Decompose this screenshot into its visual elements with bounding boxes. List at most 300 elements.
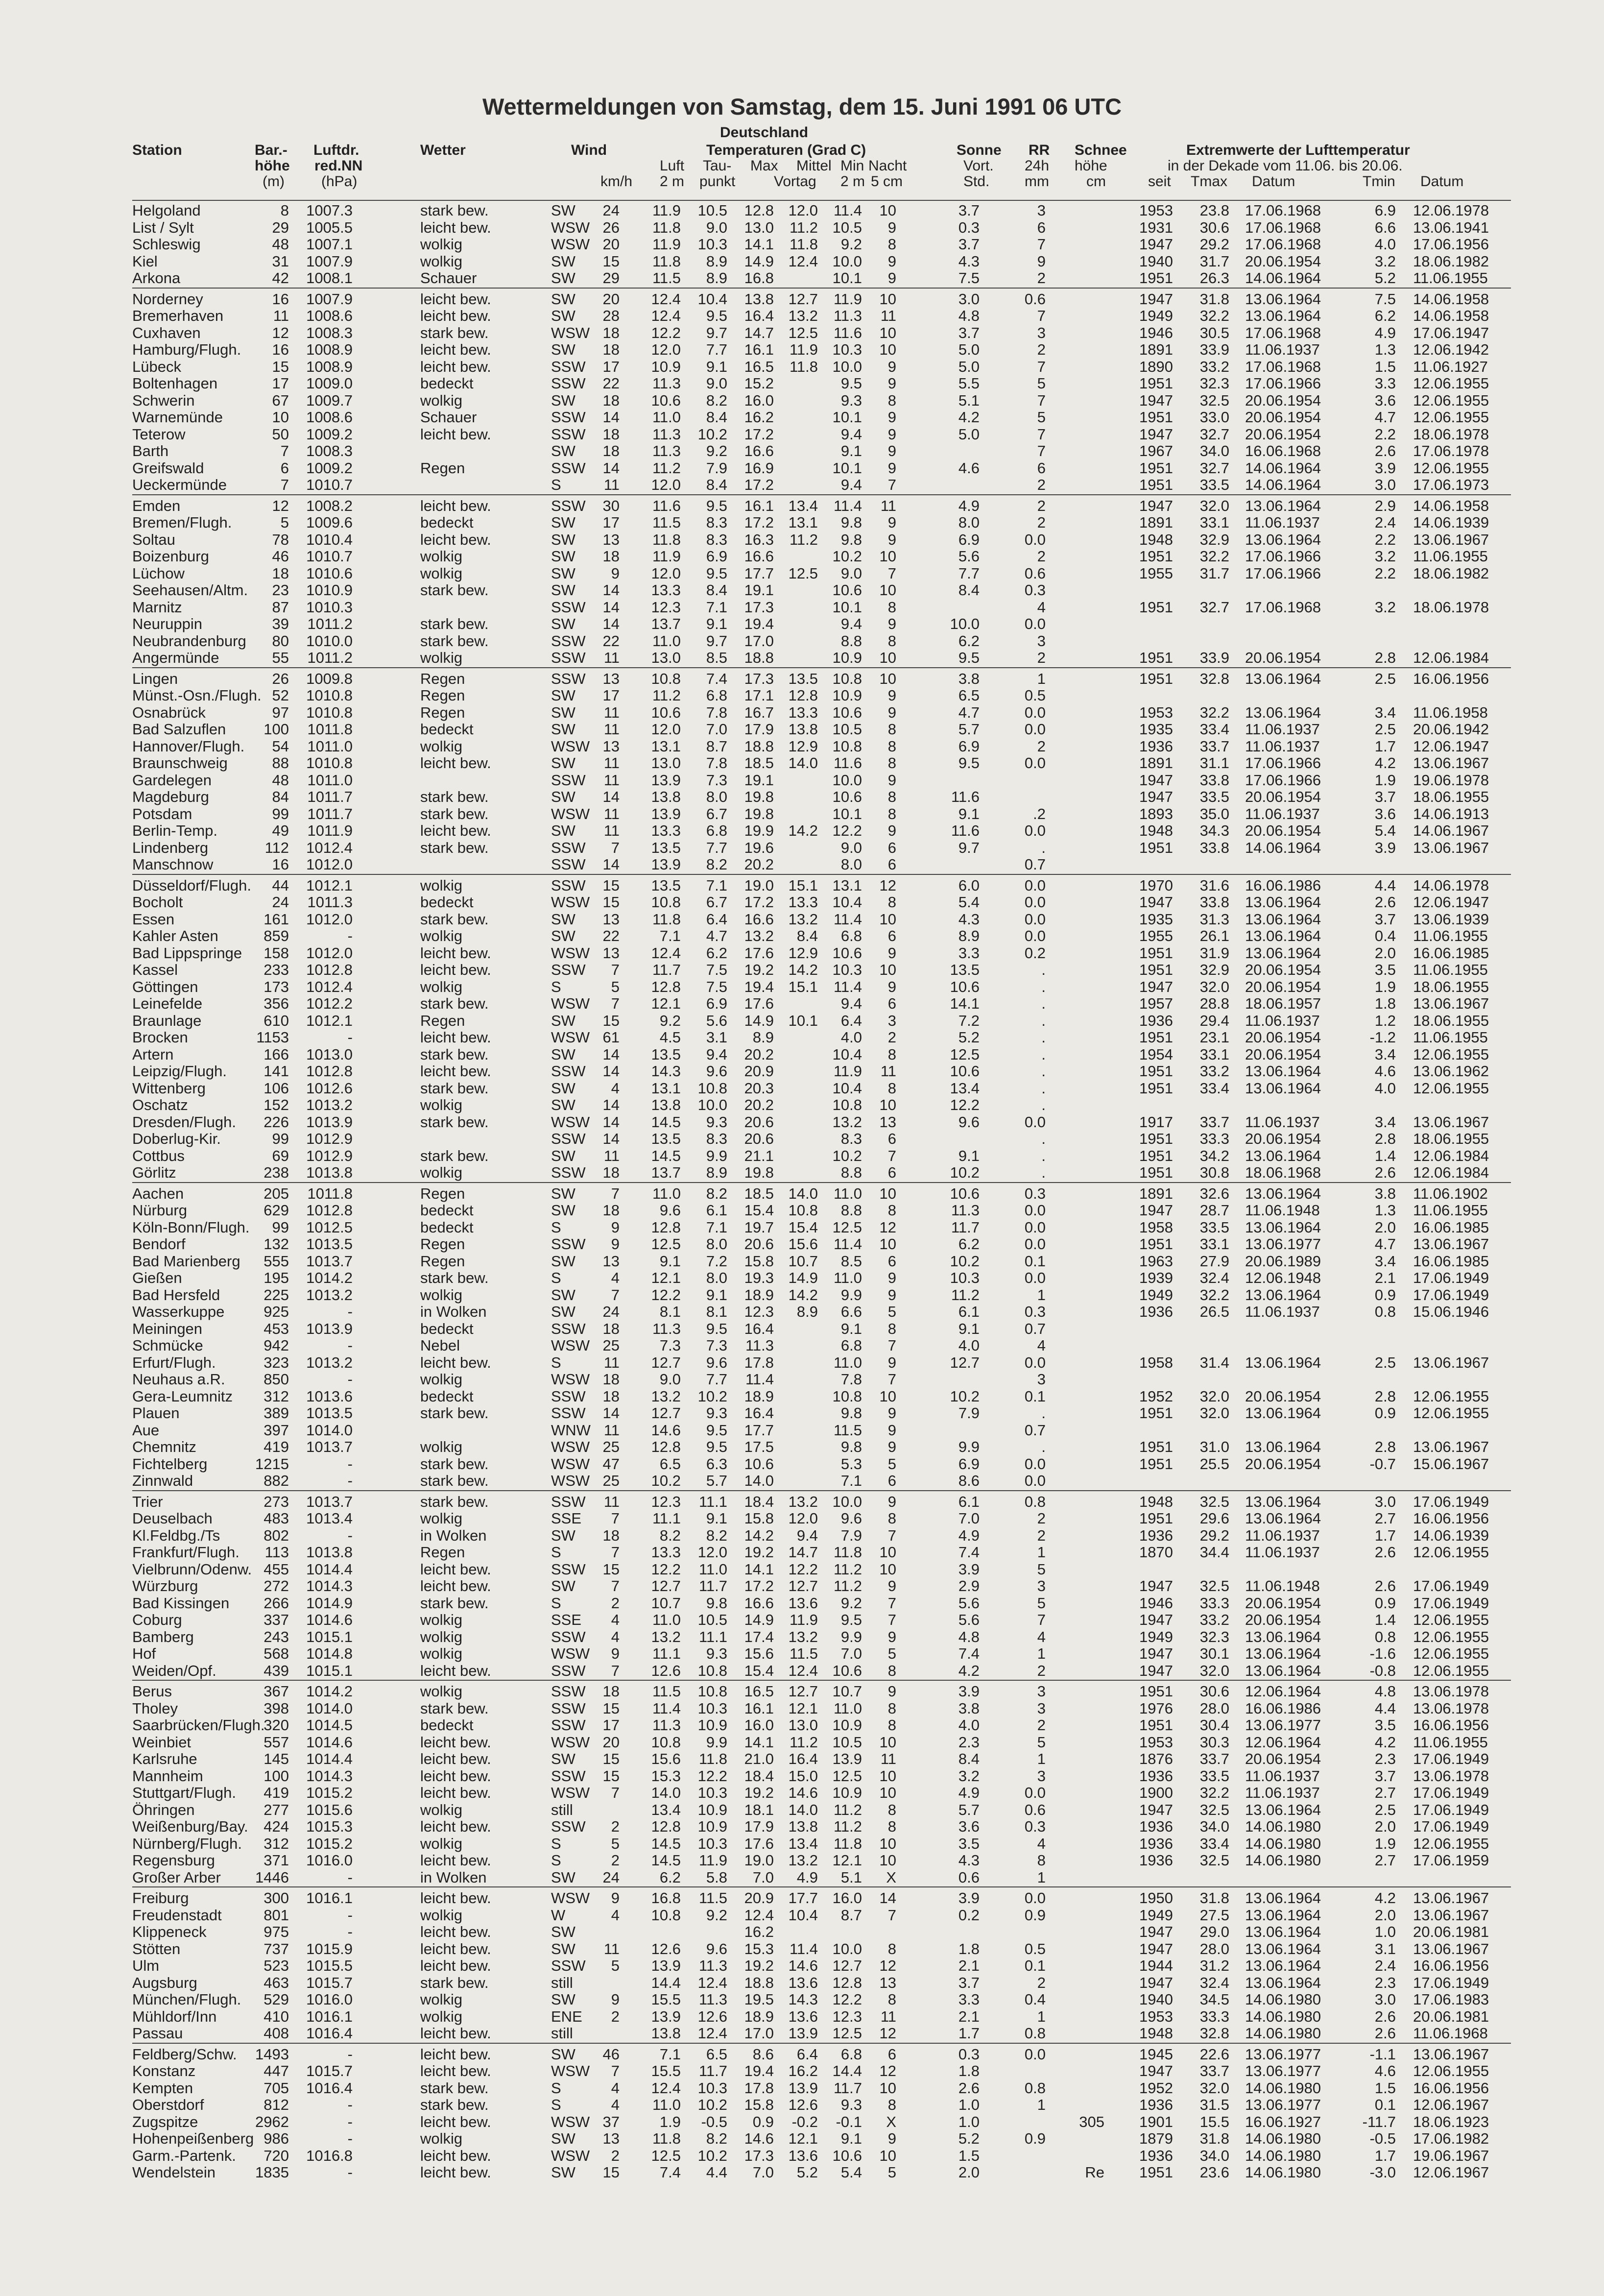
cell-max-vortag: 19.1 — [744, 771, 774, 789]
cell-tmax: 22.6 — [1199, 2045, 1229, 2063]
cell-max-vortag: 16.6 — [744, 442, 774, 459]
cell-rr-mm: 1 — [1037, 1544, 1046, 1561]
cell-luft-2m: 10.2 — [651, 1472, 681, 1489]
cell-luftdruck: 1013.7 — [306, 1438, 353, 1455]
cell-nacht-5cm: 6 — [887, 2045, 896, 2063]
cell-seit: 1891 — [1139, 514, 1173, 531]
cell-station: Chemnitz — [132, 1438, 196, 1455]
cell-seit: 1947 — [1139, 1645, 1173, 1662]
cell-luft-2m: 13.2 — [651, 1628, 681, 1645]
cell-min-2m: 14.4 — [832, 2062, 862, 2079]
cell-tmax: 26.5 — [1199, 1303, 1229, 1320]
cell-luft-2m: 11.5 — [652, 514, 681, 531]
cell-tmin-datum: 17.06.1983 — [1413, 1991, 1489, 2008]
cell-taupunkt: 7.7 — [706, 341, 727, 358]
cell-tmin: 3.6 — [1374, 391, 1396, 409]
cell-tmax-datum: 16.06.1968 — [1245, 442, 1321, 459]
cell-tmin-datum: 16.06.1985 — [1413, 1218, 1489, 1236]
cell-tmax: 32.5 — [1199, 1577, 1229, 1595]
cell-tmin-datum: 12.06.1955 — [1413, 1544, 1489, 1561]
cell-wind-kmh: 4 — [611, 2096, 620, 2113]
cell-tmax-datum: 17.06.1968 — [1245, 324, 1321, 341]
cell-seit: 1931 — [1139, 218, 1173, 236]
cell-rr-mm: 0.0 — [1024, 822, 1046, 839]
cell-mittel-vortag: 13.2 — [788, 1493, 818, 1510]
cell-tmin-datum: 16.06.1956 — [1413, 2079, 1489, 2097]
cell-luftdruck: 1009.0 — [306, 375, 353, 392]
cell-tmin-datum: 18.06.1982 — [1413, 564, 1489, 582]
cell-luft-2m: 15.5 — [651, 2062, 681, 2079]
cell-tmin: 3.7 — [1374, 788, 1396, 805]
cell-wind-richtung: SW — [551, 1184, 575, 1202]
cell-bar-hoehe: 49 — [272, 822, 289, 839]
cell-max-vortag: 14.9 — [744, 1012, 774, 1029]
cell-tmin: 1.5 — [1374, 358, 1396, 375]
cell-mittel-vortag: 9.4 — [796, 1526, 818, 1544]
cell-bar-hoehe: 141 — [263, 1063, 289, 1080]
cell-max-vortag: 19.6 — [744, 839, 774, 856]
cell-wind-richtung: SSW — [551, 497, 586, 514]
table-row — [132, 1473, 1511, 1490]
cell-bar-hoehe: 16 — [272, 341, 289, 358]
cell-nacht-5cm: 6 — [887, 1472, 896, 1489]
cell-bar-hoehe: 8 — [280, 202, 289, 219]
cell-rr-mm: 0.0 — [1024, 1202, 1046, 1219]
col-station: Station — [132, 142, 182, 158]
cell-rr-mm: 1 — [1037, 2007, 1046, 2025]
cell-min-2m: 11.6 — [833, 754, 862, 772]
cell-tmin: 2.0 — [1374, 1818, 1396, 1835]
cell-station: Wasserkuppe — [132, 1303, 225, 1320]
cell-luft-2m: 13.1 — [651, 737, 681, 755]
cell-wind-kmh: 18 — [602, 1387, 620, 1405]
cell-wetter: leicht bew. — [420, 1923, 491, 1940]
cell-luft-2m: 13.9 — [651, 771, 681, 789]
cell-luftdruck: 1012.2 — [306, 995, 353, 1012]
cell-luftdruck: 1014.6 — [306, 1733, 353, 1751]
cell-tmax-datum: 11.06.1937 — [1245, 1526, 1320, 1544]
cell-nacht-5cm: 9 — [887, 409, 896, 426]
cell-wind-kmh: 25 — [602, 1472, 620, 1489]
cell-tmin-datum: 16.06.1985 — [1413, 1252, 1489, 1270]
cell-sonne-std: 3.2 — [958, 1767, 980, 1785]
cell-luft-2m: 10.8 — [651, 1906, 681, 1924]
cell-luftdruck: 1016.1 — [306, 1889, 353, 1907]
cell-tmin-datum: 20.06.1981 — [1413, 1923, 1489, 1940]
cell-seit: 1947 — [1139, 425, 1173, 443]
cell-taupunkt: 10.3 — [697, 2079, 727, 2097]
cell-luftdruck: 1014.3 — [306, 1577, 353, 1595]
cell-max-vortag: 8.6 — [752, 2045, 774, 2063]
cell-rr-mm: 0.4 — [1024, 1991, 1046, 2008]
cell-wetter: stark bew. — [420, 1699, 489, 1717]
table-row — [132, 1768, 1511, 1785]
cell-tmax-datum: 20.06.1954 — [1245, 1029, 1321, 1046]
cell-bar-hoehe: 1215 — [255, 1455, 289, 1473]
cell-bar-hoehe: 99 — [272, 1130, 289, 1147]
cell-wind-richtung: WSW — [551, 2062, 590, 2079]
cell-sonne-std: 3.5 — [958, 1835, 980, 1852]
cell-tmax-datum: 20.06.1954 — [1245, 409, 1321, 426]
cell-sonne-std: 3.7 — [958, 236, 980, 253]
table-row — [132, 738, 1511, 755]
cell-wind-kmh: 18 — [602, 1526, 620, 1544]
cell-seit: 1936 — [1139, 2096, 1173, 2113]
cell-nacht-5cm: 12 — [879, 2062, 896, 2079]
table-row — [132, 1164, 1511, 1182]
cell-tmax: 33.9 — [1199, 649, 1229, 666]
cell-wind-kmh: 17 — [602, 687, 620, 704]
cell-wind-kmh: 17 — [602, 1716, 620, 1734]
cell-tmax-datum: 13.06.1964 — [1245, 1923, 1321, 1940]
cell-luft-2m: 10.8 — [651, 670, 681, 687]
cell-sonne-std: 0.6 — [958, 1868, 980, 1886]
cell-tmin-datum: 14.06.1958 — [1413, 290, 1489, 308]
cell-nacht-5cm: 9 — [887, 822, 896, 839]
cell-tmin: 3.3 — [1374, 375, 1396, 392]
cell-wind-kmh: 11 — [603, 1421, 620, 1439]
header-rule — [132, 200, 1511, 201]
cell-taupunkt: 9.8 — [706, 1594, 727, 1612]
cell-luft-2m: 11.6 — [652, 497, 681, 514]
cell-tmax: 30.5 — [1199, 324, 1229, 341]
cell-wetter: leicht bew. — [420, 961, 491, 978]
cell-station: Neuruppin — [132, 615, 203, 632]
cell-bar-hoehe: 100 — [263, 1767, 289, 1785]
cell-luftdruck: 1015.7 — [306, 2062, 353, 2079]
cell-bar-hoehe: 320 — [263, 1716, 289, 1734]
cell-tmin: 2.3 — [1374, 1750, 1396, 1767]
table-row — [132, 341, 1511, 359]
table-row — [132, 877, 1511, 894]
cell-taupunkt: 10.2 — [697, 425, 727, 443]
cell-nacht-5cm: 7 — [887, 1147, 896, 1164]
cell-min-2m: 7.1 — [840, 1472, 862, 1489]
cell-seit: 1954 — [1139, 1045, 1173, 1063]
cell-wind-kmh: 2 — [611, 1594, 620, 1612]
cell-wetter: leicht bew. — [420, 307, 491, 324]
cell-rr-mm: 0.3 — [1024, 1303, 1046, 1320]
cell-luft-2m: 14.0 — [651, 1784, 681, 1801]
cell-tmin: 3.2 — [1374, 252, 1396, 270]
cell-tmin: 0.9 — [1374, 1404, 1396, 1422]
cell-tmax: 30.4 — [1199, 1716, 1229, 1734]
cell-taupunkt: 7.5 — [706, 978, 727, 995]
cell-wind-kmh: 11 — [603, 1147, 620, 1164]
cell-tmax-datum: 18.06.1968 — [1245, 1164, 1321, 1181]
cell-max-vortag: 19.2 — [744, 961, 774, 978]
cell-max-vortag: 17.7 — [744, 1421, 774, 1439]
cell-nacht-5cm: 14 — [879, 1889, 896, 1907]
cell-nacht-5cm: 6 — [887, 1252, 896, 1270]
cell-nacht-5cm: 8 — [887, 1202, 896, 1219]
cell-sonne-std: 6.5 — [958, 687, 980, 704]
cell-tmin-datum: 17.06.1956 — [1413, 236, 1489, 253]
cell-seit: 1951 — [1139, 1438, 1173, 1455]
cell-wind-kmh: 61 — [602, 1029, 620, 1046]
cell-wind-richtung: SW — [551, 1286, 575, 1304]
cell-tmin: 3.7 — [1374, 1767, 1396, 1785]
cell-seit: 1891 — [1139, 341, 1173, 358]
cell-taupunkt: 7.2 — [706, 1252, 727, 1270]
cell-seit: 1901 — [1139, 2113, 1173, 2130]
cell-luftdruck: 1012.4 — [306, 978, 353, 995]
cell-bar-hoehe: 447 — [263, 2062, 289, 2079]
cell-taupunkt: 11.7 — [698, 2062, 727, 2079]
cell-rr-mm: . — [1041, 961, 1046, 978]
table-row — [132, 2025, 1511, 2042]
cell-tmin-datum: 15.06.1946 — [1413, 1303, 1489, 1320]
cell-sonne-std: 3.9 — [958, 1560, 980, 1578]
cell-rr-mm: 0.6 — [1024, 290, 1046, 308]
cell-seit: 1947 — [1139, 894, 1173, 911]
cell-luftdruck: 1013.0 — [306, 1045, 353, 1063]
cell-nacht-5cm: 10 — [879, 961, 896, 978]
cell-luftdruck: 1011.2 — [307, 649, 353, 666]
cell-min-2m: 9.0 — [840, 564, 862, 582]
cell-luft-2m: 11.8 — [652, 531, 681, 548]
cell-wetter: wolkig — [420, 2007, 463, 2025]
cell-station: Mannheim — [132, 1767, 203, 1785]
cell-taupunkt: 8.2 — [706, 856, 727, 873]
col-mittel: Mittel — [796, 158, 832, 174]
cell-taupunkt: 8.3 — [706, 514, 727, 531]
cell-rr-mm: 7 — [1037, 358, 1046, 375]
cell-rr-mm: 0.3 — [1024, 1818, 1046, 1835]
cell-mittel-vortag: 14.2 — [788, 1286, 818, 1304]
cell-wind-kmh: 18 — [602, 324, 620, 341]
cell-wind-kmh: 18 — [602, 548, 620, 565]
cell-luftdruck: - — [347, 1868, 353, 1886]
cell-tmax: 33.3 — [1199, 1594, 1229, 1612]
cell-station: Essen — [132, 910, 175, 928]
cell-tmax-datum: 11.06.1937 — [1245, 341, 1320, 358]
cell-wind-kmh: 11 — [603, 754, 620, 772]
cell-max-vortag: 14.1 — [744, 1560, 774, 1578]
cell-tmin: 0.9 — [1374, 1286, 1396, 1304]
cell-wind-kmh: 25 — [602, 1438, 620, 1455]
cell-bar-hoehe: 132 — [263, 1235, 289, 1253]
cell-station: Kl.Feldbg./Ts — [132, 1526, 220, 1544]
cell-station: Weißenburg/Bay. — [132, 1818, 248, 1835]
cell-tmax-datum: 20.06.1954 — [1245, 1045, 1321, 1063]
cell-luftdruck: 1013.9 — [306, 1113, 353, 1131]
cell-sonne-std: 5.5 — [958, 375, 980, 392]
cell-sonne-std: 4.0 — [958, 1716, 980, 1734]
cell-tmax-datum: 17.06.1968 — [1245, 202, 1321, 219]
cell-max-vortag: 16.5 — [744, 358, 774, 375]
cell-max-vortag: 16.1 — [744, 1699, 774, 1717]
cell-max-vortag: 17.3 — [744, 670, 774, 687]
cell-bar-hoehe: 337 — [263, 1611, 289, 1628]
cell-luftdruck: 1014.8 — [306, 1645, 353, 1662]
cell-luftdruck: 1015.2 — [306, 1784, 353, 1801]
cell-tmin-datum: 12.06.1955 — [1413, 1045, 1489, 1063]
cell-max-vortag: 14.1 — [744, 236, 774, 253]
cell-luftdruck: 1010.8 — [306, 703, 353, 721]
cell-wetter: wolkig — [420, 649, 463, 666]
cell-tmax-datum: 13.06.1964 — [1245, 1957, 1321, 1974]
cell-tmax-datum: 11.06.1937 — [1245, 1303, 1320, 1320]
cell-nacht-5cm: 10 — [879, 581, 896, 599]
cell-nacht-5cm: 8 — [887, 788, 896, 805]
cell-luft-2m: 13.1 — [651, 1079, 681, 1097]
cell-wind-kmh: 13 — [602, 2130, 620, 2147]
cell-rr-mm: . — [1041, 995, 1046, 1012]
cell-wind-richtung: WNW — [551, 1421, 591, 1439]
cell-luftdruck: 1007.1 — [306, 236, 353, 253]
col-sonne-vort: Vort. — [963, 158, 994, 174]
cell-bar-hoehe: 69 — [272, 1147, 289, 1164]
cell-max-vortag: 15.8 — [744, 1510, 774, 1527]
table-row — [132, 1131, 1511, 1148]
cell-rr-mm: 0.0 — [1024, 1269, 1046, 1286]
cell-tmax: 32.0 — [1199, 1662, 1229, 1679]
cell-luftdruck: 1008.2 — [306, 497, 353, 514]
cell-wind-kmh: 17 — [602, 514, 620, 531]
cell-station: Großer Arber — [132, 1868, 221, 1886]
cell-wetter: bedeckt — [420, 894, 474, 911]
table-row — [132, 1836, 1511, 1853]
cell-tmax-datum: 12.06.1948 — [1245, 1269, 1321, 1286]
cell-rr-mm: 0.9 — [1024, 1906, 1046, 1924]
cell-bar-hoehe: 243 — [263, 1628, 289, 1645]
cell-tmin: 3.4 — [1374, 1113, 1396, 1131]
cell-wind-kmh: 4 — [611, 1906, 620, 1924]
cell-station: Augsburg — [132, 1974, 197, 1991]
cell-taupunkt: 9.7 — [706, 632, 727, 650]
cell-seit: 1951 — [1139, 548, 1173, 565]
cell-sonne-std: 9.1 — [958, 1147, 980, 1164]
cell-sonne-std: 5.0 — [958, 358, 980, 375]
cell-taupunkt: 9.3 — [706, 1113, 727, 1131]
cell-wind-kmh: 14 — [602, 1130, 620, 1147]
cell-min-2m: 10.0 — [832, 1940, 862, 1958]
cell-luft-2m: 4.5 — [659, 1029, 681, 1046]
cell-taupunkt: 9.6 — [706, 1063, 727, 1080]
cell-wind-kmh: 20 — [602, 290, 620, 308]
cell-seit: 1947 — [1139, 978, 1173, 995]
cell-tmax: 23.8 — [1199, 202, 1229, 219]
cell-wind-richtung: WSW — [551, 1113, 590, 1131]
cell-wetter: leicht bew. — [420, 2147, 491, 2164]
cell-tmax: 33.2 — [1199, 358, 1229, 375]
cell-tmin: 4.6 — [1374, 2062, 1396, 2079]
cell-station: Zinnwald — [132, 1472, 193, 1489]
cell-rr-mm: 4 — [1037, 1337, 1046, 1354]
cell-tmin: 1.4 — [1374, 1147, 1396, 1164]
cell-wind-richtung: SSW — [551, 876, 586, 894]
cell-sonne-std: 6.9 — [958, 737, 980, 755]
cell-tmax-datum: 20.06.1954 — [1245, 1594, 1321, 1612]
cell-wetter: Regen — [420, 670, 465, 687]
cell-max-vortag: 17.9 — [744, 1818, 774, 1835]
cell-wind-kmh: 7 — [611, 1184, 620, 1202]
cell-tmin: 6.2 — [1374, 307, 1396, 324]
cell-nacht-5cm: 7 — [887, 564, 896, 582]
cell-nacht-5cm: 9 — [887, 358, 896, 375]
cell-mittel-vortag: 14.9 — [788, 1269, 818, 1286]
cell-taupunkt: 9.0 — [706, 218, 727, 236]
cell-wind-kmh: 14 — [602, 1045, 620, 1063]
cell-tmin-datum: 18.06.1955 — [1413, 978, 1489, 995]
cell-station: Stötten — [132, 1940, 181, 1958]
cell-tmax: 32.6 — [1199, 1184, 1229, 1202]
cell-nacht-5cm: 10 — [879, 910, 896, 928]
cell-station: Bad Lippspringe — [132, 944, 242, 962]
cell-wind-richtung: S — [551, 2096, 561, 2113]
cell-bar-hoehe: 463 — [263, 1974, 289, 1991]
cell-rr-mm: 2 — [1037, 1974, 1046, 1991]
cell-luft-2m: 12.8 — [651, 978, 681, 995]
cell-mittel-vortag: 13.6 — [788, 1594, 818, 1612]
cell-tmax-datum: 13.06.1964 — [1245, 1184, 1321, 1202]
cell-luft-2m: 12.2 — [651, 1286, 681, 1304]
cell-taupunkt: 9.6 — [706, 1353, 727, 1371]
cell-wind-kmh: 22 — [602, 375, 620, 392]
cell-nacht-5cm: 9 — [887, 375, 896, 392]
table-row — [132, 1700, 1511, 1717]
cell-station: Konstanz — [132, 2062, 196, 2079]
table-row — [132, 599, 1511, 616]
cell-tmax-datum: 11.06.1937 — [1245, 1767, 1320, 1785]
cell-tmin: 2.8 — [1374, 1387, 1396, 1405]
cell-wetter: wolkig — [420, 1096, 463, 1113]
cell-tmin-datum: 18.06.1955 — [1413, 788, 1489, 805]
cell-rr-mm: 0.1 — [1024, 1387, 1046, 1405]
cell-rr-mm: 0.0 — [1024, 1353, 1046, 1371]
cell-bar-hoehe: 112 — [264, 839, 289, 856]
cell-mittel-vortag: 13.6 — [788, 2007, 818, 2025]
cell-wind-richtung: SSW — [551, 409, 586, 426]
cell-seit: 1953 — [1139, 1733, 1173, 1751]
cell-bar-hoehe: 205 — [263, 1184, 289, 1202]
cell-min-2m: 11.4 — [833, 910, 862, 928]
cell-wind-kmh: 37 — [602, 2113, 620, 2130]
table-row — [132, 1578, 1511, 1595]
cell-rr-mm: 0.0 — [1024, 1472, 1046, 1489]
cell-nacht-5cm: 10 — [879, 1733, 896, 1751]
cell-min-2m: 11.0 — [833, 1699, 862, 1717]
cell-min-2m: -0.1 — [836, 2113, 862, 2130]
cell-tmax-datum: 14.06.1980 — [1245, 1835, 1321, 1852]
cell-wetter: wolkig — [420, 1801, 463, 1818]
cell-taupunkt: 6.4 — [706, 910, 727, 928]
cell-tmin-datum: 20.06.1981 — [1413, 2007, 1489, 2025]
cell-nacht-5cm: 9 — [887, 1438, 896, 1455]
cell-tmax-datum: 17.06.1968 — [1245, 218, 1321, 236]
cell-tmin-datum: 13.06.1967 — [1413, 995, 1489, 1012]
cell-wetter: stark bew. — [420, 839, 489, 856]
cell-taupunkt: 10.5 — [697, 202, 727, 219]
cell-max-vortag: 20.2 — [744, 1045, 774, 1063]
cell-wetter: wolkig — [420, 236, 463, 253]
cell-luft-2m: 13.5 — [651, 1130, 681, 1147]
cell-wetter: bedeckt — [420, 1218, 474, 1236]
cell-wind-kmh: 14 — [602, 856, 620, 873]
table-row — [132, 704, 1511, 722]
cell-seit: 1952 — [1139, 1387, 1173, 1405]
cell-tmax-datum: 16.06.1986 — [1245, 1699, 1321, 1717]
cell-wind-kmh: 15 — [602, 252, 620, 270]
cell-luft-2m: 10.8 — [651, 894, 681, 911]
cell-min-2m: 7.9 — [840, 1526, 862, 1544]
cell-wind-kmh: 11 — [603, 805, 620, 822]
cell-tmax-datum: 13.06.1964 — [1245, 1063, 1321, 1080]
cell-rr-mm: 2 — [1037, 341, 1046, 358]
cell-wetter: in Wolken — [420, 1303, 487, 1320]
cell-tmin: 4.4 — [1374, 1699, 1396, 1717]
